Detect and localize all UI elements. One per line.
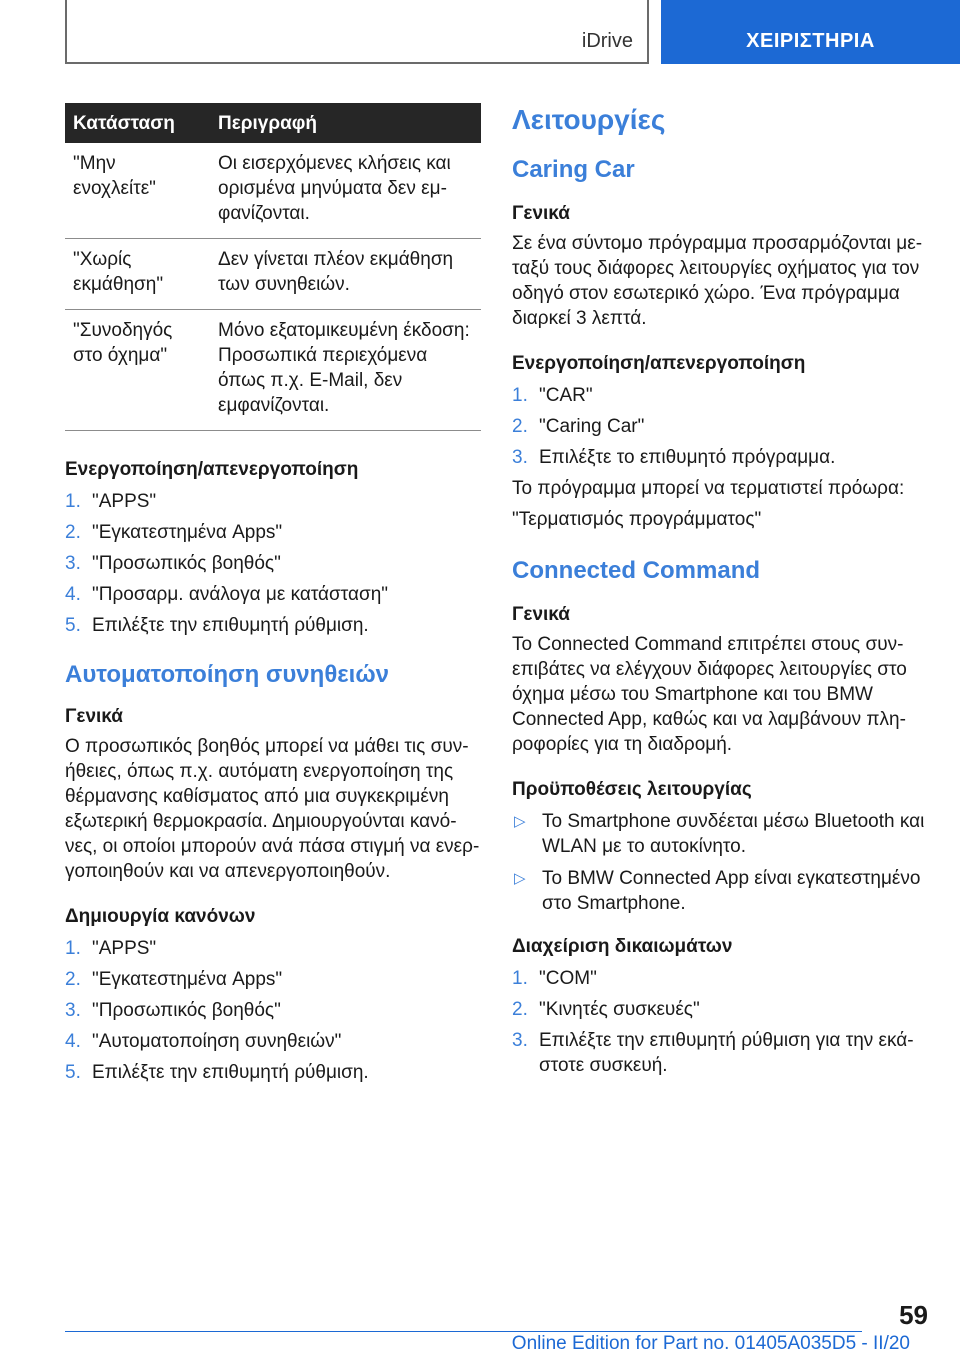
rules-steps-list [65, 936, 481, 1085]
step-text: "Εγκατεστημένα Apps" [92, 969, 283, 990]
caring-end-option: "Τερματισμός προγράμματος" [512, 509, 762, 530]
step-text: "APPS" [92, 938, 157, 959]
step-text: "COM" [539, 968, 597, 989]
automation-general-text: Ο προσωπικός βοηθός μπορεί να μάθει τις συνήθειες, όπως π.χ. αυτόματη ενεργοποίηση της θέρμανσης καθίσματος από μια συγκεκριμένη εξωτερική θερμοκρασία. Δημιουργούνται κανόνες, οι οποίοι μπορούν ανά πάσα στιγμή να ενεργοποιηθούν και να απενεργοποιηθούν. [65, 736, 480, 882]
step-number: 3. [65, 553, 81, 574]
step-text: "CAR" [539, 385, 593, 406]
list-item [512, 997, 928, 1022]
step-number: 2. [65, 522, 81, 543]
header-chapter-tab [661, 0, 960, 64]
step-text: "Εγκατεστημένα Apps" [92, 522, 283, 543]
rules-heading: Δημιουργία κανόνων [65, 906, 256, 927]
table-cell-description: Δεν γίνεται πλέον εκμάθηση των συνηθειών. [210, 239, 481, 310]
permissions-heading: Διαχείριση δικαιωμάτων [512, 936, 733, 957]
step-number: 4. [65, 1031, 81, 1052]
footer-edition-text: Online Edition for Part no. 01405A035D5 - II/20 [511, 1333, 910, 1354]
step-text: "Προσωπικός βοηθός" [92, 1000, 281, 1021]
footer-divider [65, 1331, 862, 1332]
list-item [65, 520, 481, 545]
functions-title: Λειτουργίες [512, 104, 666, 135]
step-text: "Προσαρμ. ανάλογα με κατάσταση" [92, 584, 389, 605]
activation-heading: Ενεργοποίηση/απενεργοποίηση [65, 459, 359, 480]
step-text: "Κινητές συσκευές" [539, 999, 700, 1020]
header-frame [65, 0, 649, 64]
header-chapter-label: ΧΕΙΡΙΣΤΗΡΙΑ [746, 30, 875, 52]
left-column [65, 103, 481, 1091]
page-number: 59 [899, 1300, 928, 1330]
list-item [512, 966, 928, 991]
step-number: 3. [65, 1000, 81, 1021]
step-number: 3. [512, 447, 528, 468]
step-number: 2. [512, 999, 528, 1020]
step-number: 3. [512, 1030, 528, 1051]
step-text: "Προσωπικός βοηθός" [92, 553, 281, 574]
step-text: Επιλέξτε το επιθυμητό πρόγραμμα. [539, 447, 836, 468]
step-number: 2. [65, 969, 81, 990]
activation-steps-list [65, 489, 481, 638]
list-item [65, 998, 481, 1023]
requirements-list [512, 809, 928, 916]
list-item [512, 383, 928, 408]
step-text: Επιλέξτε την επιθυμητή ρύθμιση για την εκάστοτε συσκευή. [539, 1030, 914, 1076]
table-header-row [65, 103, 481, 143]
table-row [65, 239, 481, 310]
step-number: 1. [65, 491, 81, 512]
table-cell-description: Οι εισερχόμενες κλήσεις και ορισμένα μηνύματα δεν εμφανίζονται. [210, 143, 481, 239]
caring-end-text: Το πρόγραμμα μπορεί να τερματιστεί πρόωρα: [512, 478, 905, 499]
table-header-description: Περιγραφή [210, 103, 481, 143]
step-number: 1. [512, 968, 528, 989]
step-text: "APPS" [92, 491, 157, 512]
list-item [65, 1029, 481, 1054]
list-item [65, 967, 481, 992]
caring-steps-list [512, 383, 928, 470]
triangle-bullet-icon: ▷ [514, 870, 526, 887]
caring-general-heading: Γενικά [512, 203, 570, 224]
permissions-steps-list [512, 966, 928, 1078]
status-table [65, 103, 481, 431]
caring-general-text: Σε ένα σύντομο πρόγραμμα προσαρμόζονται μεταξύ τους διάφορες λειτουργίες οχήματος για τον οδηγό στον εσωτερικό χώρο. Ένα πρόγραμμα διαρκεί 3 λεπτά. [512, 233, 923, 329]
step-number: 2. [512, 416, 528, 437]
list-item [512, 445, 928, 470]
requirements-heading: Προϋποθέσεις λειτουργίας [512, 779, 752, 800]
step-text: "Αυτοματοποίηση συνηθειών" [92, 1031, 342, 1052]
header-section-title: iDrive [581, 30, 633, 52]
triangle-bullet-icon: ▷ [514, 813, 526, 830]
list-item [512, 866, 928, 916]
table-cell-status: "Συνοδηγός στο όχημα" [65, 310, 210, 431]
list-item [65, 1060, 481, 1085]
connected-general-text: Το Connected Command επιτρέπει στους συνεπιβάτες να ελέγχουν διάφορες λειτουργίες στο όχημα μέσω του Smartphone και του BMW Connected App, καθώς και να λαμβάνουν πληροφορίες για τη διαδρομή. [512, 634, 907, 755]
step-number: 4. [65, 584, 81, 605]
right-column [512, 103, 928, 1084]
list-item [65, 551, 481, 576]
list-item [65, 489, 481, 514]
step-number: 5. [65, 615, 81, 636]
list-item [512, 809, 928, 859]
step-text: "Caring Car" [539, 416, 645, 437]
caring-activation-heading: Ενεργοποίηση/απενεργοποίηση [512, 353, 806, 374]
table-header-status: Κατάσταση [65, 103, 210, 143]
requirement-text: Το Smartphone συνδέεται μέσω Bluetooth και WLAN με το αυτοκίνητο. [542, 811, 925, 857]
list-item [65, 582, 481, 607]
automation-section-title: Αυτοματοποίηση συνηθειών [65, 661, 389, 688]
table-cell-status: "Μην ενοχλείτε" [65, 143, 210, 239]
list-item [512, 414, 928, 439]
table-cell-status: "Χωρίς εκμάθηση" [65, 239, 210, 310]
list-item [65, 936, 481, 961]
list-item [65, 613, 481, 638]
step-text: Επιλέξτε την επιθυμητή ρύθμιση. [92, 1062, 369, 1083]
caring-car-title: Caring Car [512, 156, 635, 183]
table-row [65, 143, 481, 239]
list-item [512, 1028, 928, 1078]
step-number: 5. [65, 1062, 81, 1083]
requirement-text: Το BMW Connected App είναι εγκατεστημένο στο Smartphone. [542, 868, 921, 914]
automation-general-heading: Γενικά [65, 706, 123, 727]
connected-command-title: Connected Command [512, 557, 761, 584]
table-row [65, 310, 481, 431]
table-cell-description: Μόνο εξατομικευμένη έκδοση: Προσωπικά περιεχόμενα όπως π.χ. E-Mail, δεν εμφανίζονται. [210, 310, 481, 431]
connected-general-heading: Γενικά [512, 604, 570, 625]
step-text: Επιλέξτε την επιθυμητή ρύθμιση. [92, 615, 369, 636]
step-number: 1. [512, 385, 528, 406]
step-number: 1. [65, 938, 81, 959]
